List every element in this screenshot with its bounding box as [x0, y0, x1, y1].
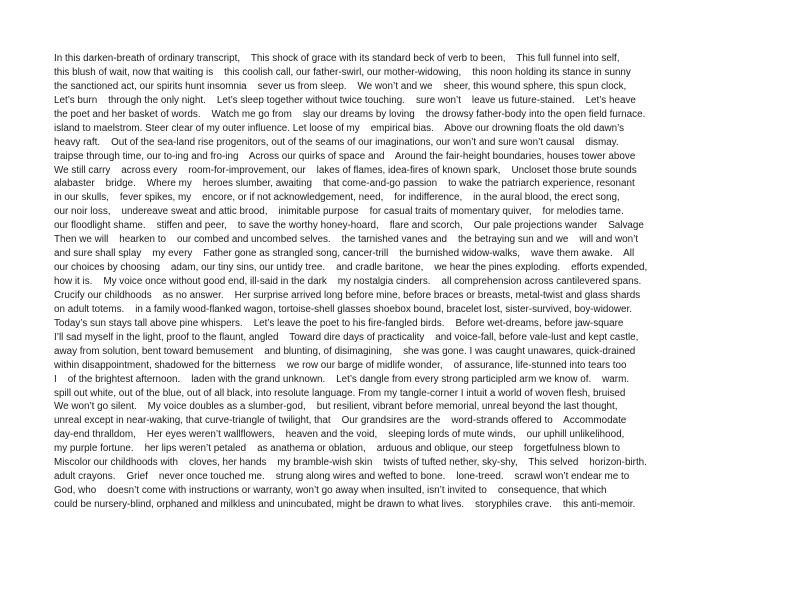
text-line: could be nursery-blind, orphaned and milkless and unincubated, might be drawn to what lives. storyphiles crave. this anti-memoir.	[54, 499, 636, 510]
text-line: the poet and her basket of words. Watch me go from slay our dreams by loving the drowsy father-body into the open field furnace.	[54, 108, 646, 120]
text-line: spill out white, out of the blue, out of all black, into resolute language. From my tangle-corner I intuit a world of woven flesh, bruised	[54, 387, 626, 399]
text-line: my purple fortune. her lips weren’t petaled as anathema or oblation, arduous and oblique, our steep forgetfulness blown to	[54, 443, 620, 455]
poem-text-block	[54, 52, 744, 512]
text-line: adult crayons. Grief never once touched me. strung along wires and wefted to bone. lone-treed. scrawl won’t endear me to	[54, 471, 630, 483]
text-line: day-end thralldom, Her eyes weren’t wallflowers, heaven and the void, sleeping lords of mute winds, our uphill unlikelihood,	[54, 429, 625, 441]
text-line: the sanctioned act, our spirits hunt insomnia sever us from sleep. We won’t and we sheer, this wound sphere, this spun clock,	[54, 80, 627, 92]
text-line: in our skulls, fever spikes, my encore, or if not acknowledgement, need, for indifference, in the aural blood, the erect song,	[54, 192, 620, 204]
text-line: Let’s burn through the only night. Let’s sleep together without twice touching. sure won’t leave us future-stained. Let’s heave	[54, 94, 636, 106]
text-line: unreal except in near-waking, that curve-triangle of twilight, that Our grandsires are the word-strands offered to Accommodate	[54, 415, 627, 427]
text-line: away from solution, bent toward bemusement and blunting, of disimagining, she was gone. I was caught unawares, quick-drained	[54, 345, 636, 357]
text-line: Miscolor our childhoods with cloves, her hands my bramble-wish skin twists of tufted nether, sky-shy, This selved horizon-birth.	[54, 457, 647, 469]
text-line: We still carry across every room-for-improvement, our lakes of flames, idea-fires of known spark, Uncloset those brute sounds	[54, 164, 637, 176]
text-line: Then we will hearken to our combed and uncombed selves. the tarnished vanes and the betraying sun and we will and won’t	[54, 234, 639, 246]
text-line: and sure shall splay my every Father gone as strangled song, cancer-trill the burnished widow-walks, wave them awake. All	[54, 248, 635, 260]
text-line: how it is. My voice once without good end, ill-said in the dark my nostalgia cinders. all comprehension across cantilevered spans.	[54, 276, 642, 287]
text-line: our floodlight shame. stiffen and peer, to save the worthy honey-hoard, flare and scorch, Our pale projections wander Salvage	[54, 220, 644, 232]
text-line: our noir loss, undereave sweat and attic brood, inimitable purpose for casual traits of momentary quiver, for melodies tame.	[54, 206, 624, 218]
text-line: heavy raft. Out of the sea-land rise progenitors, out of the seams of our imaginations, our won’t and sure won’t causal dismay.	[54, 136, 619, 148]
text-line: alabaster bridge. Where my heroes slumber, awaiting that come-and-go passion to wake the patriarch experience, resonant	[54, 178, 635, 190]
text-line: In this darken-breath of ordinary transcript, This shock of grace with its standard beck of verb to been, This full funnel into self,	[54, 53, 620, 64]
text-line: our choices by choosing adam, our tiny sins, our untidy tree. and cradle baritone, we hear the pines exploding. efforts expended,	[54, 262, 648, 274]
text-line: We won’t go silent. My voice doubles as a slumber-god, but resilient, vibrant before memorial, unreal beyond the last thought,	[54, 401, 618, 413]
text-line: this blush of wait, now that waiting is this coolish call, our father-swirl, our mother-widowing, this noon holding its stance in sunny	[54, 66, 631, 78]
text-line: within disappointment, shadowed for the bitterness we row our barge of midlife wonder, of assurance, life-stunned into tears too	[54, 359, 627, 371]
text-line: traipse through time, our to-ing and fro-ing Across our quirks of space and Around the fair-height boundaries, houses tower above	[54, 150, 636, 162]
text-line: island to maelstrom. Steer clear of my outer influence. Let loose of my empirical bias. Above our drowning floats the old dawn’s	[54, 122, 625, 134]
text-line: on adult totems. in a family wood-flanked wagon, tortoise-shell glasses shoebox bound, bracelet lost, sister-survived, boy-widower.	[54, 303, 632, 315]
text-line: Crucify our childhoods as no answer. Her surprise arrived long before mine, before braces or breasts, metal-twist and glass shards	[54, 289, 641, 301]
text-line: Today’s sun stays tall above pine whispers. Let’s leave the poet to his fire-fangled birds. Before wet-dreams, before jaw-square	[54, 317, 624, 329]
text-line: I of the brightest afternoon. laden with the grand unknown. Let’s dangle from every strong participled arm we know of. warm.	[54, 373, 630, 385]
text-line: God, who doesn’t come with instructions or warranty, won’t go away when insulted, isn’t invited to consequence, that which	[54, 485, 607, 497]
text-line: I’ll sad myself in the light, proof to the flaunt, angled Toward dire days of practicality and voice-fall, before vale-lust and kept castle,	[54, 331, 639, 343]
